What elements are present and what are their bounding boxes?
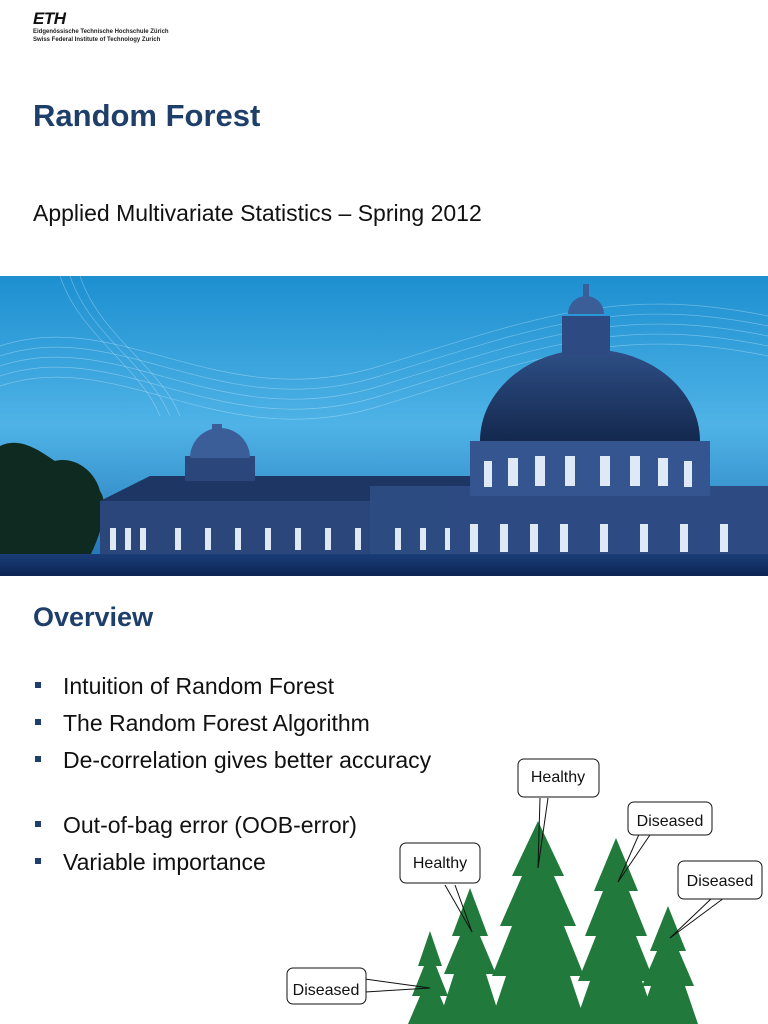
list-item: Variable importance [33, 848, 431, 885]
slide-title: Random Forest [33, 98, 261, 133]
list-item: De-correlation gives better accuracy [33, 746, 431, 783]
eth-logo [33, 10, 169, 44]
label-diseased-right: Diseased [686, 873, 754, 890]
label-healthy-top: Healthy [530, 769, 586, 786]
eth-wordmark: ETH [33, 9, 66, 28]
overview-title: Overview [33, 602, 154, 632]
label-healthy-left: Healthy [412, 855, 468, 872]
eth-logo-line2: Swiss Federal Institute of Technology Zurich [33, 37, 161, 43]
overview-slide [0, 576, 768, 1024]
list-item: Intuition of Random Forest [33, 672, 431, 709]
label-diseased-bottom: Diseased [292, 982, 360, 999]
slide-subtitle: Applied Multivariate Statistics – Spring 2012 [33, 200, 482, 226]
eth-logo-line1: Eidgenössische Technische Hochschule Zürich [33, 29, 169, 35]
label-diseased-mid: Diseased [636, 813, 704, 830]
tree-icon [575, 838, 657, 1024]
list-item: Out-of-bag error (OOB-error) [33, 811, 431, 848]
tree-icon [438, 888, 502, 1024]
list-item: The Random Forest Algorithm [33, 709, 431, 746]
eth-building-banner [0, 276, 768, 576]
forest-illustration [0, 576, 768, 1024]
